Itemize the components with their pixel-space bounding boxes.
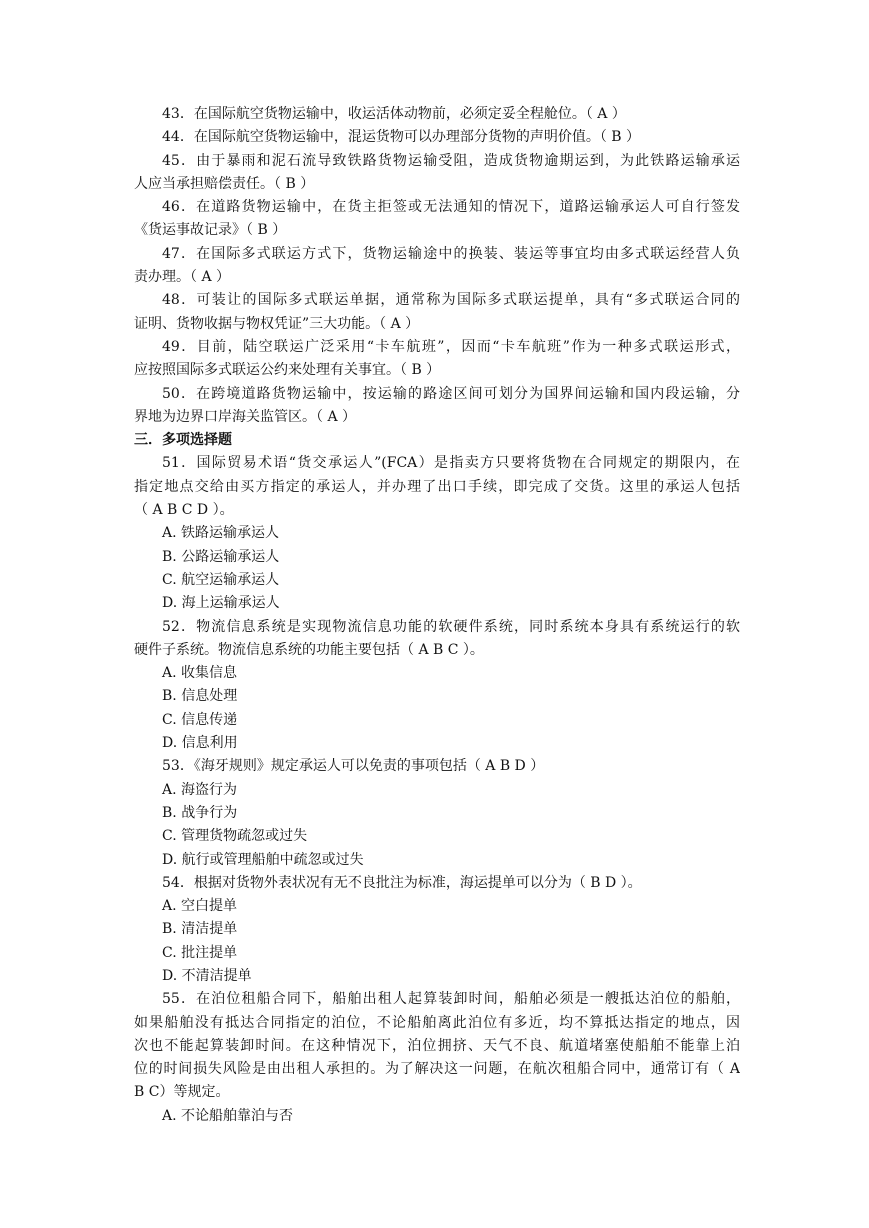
question-50-line-2: 界地为边界口岸海关监管区。（ A ） xyxy=(134,408,357,425)
question-51-line-3: （ A B C D ）。 xyxy=(134,502,234,519)
question-52-option-b: B. 信息处理 xyxy=(162,688,238,705)
question-54-option-c: C. 批注提单 xyxy=(162,944,238,961)
question-53-option-c: C. 管理货物疏忽或过失 xyxy=(162,828,308,845)
question-50-line-1: 50．在跨境道路货物运输中，按运输的路途区间可划分为国界间运输和国内段运输，分 xyxy=(162,385,740,402)
question-54-option-b: B. 清洁提单 xyxy=(162,921,238,938)
question-55-line-1: 55．在泊位租船合同下，船舶出租人起算装卸时间，船舶必须是一艘抵达泊位的船舶， xyxy=(162,991,740,1008)
question-48-line-2: 证明、货物收据与物权凭证”三大功能。（ A ） xyxy=(134,315,420,332)
question-53-option-b: B. 战争行为 xyxy=(162,804,238,821)
question-52-option-c: C. 信息传递 xyxy=(162,711,238,728)
question-51-line-2: 指定地点交给由买方指定的承运人，并办理了出口手续，即完成了交货。这里的承运人包括 xyxy=(134,478,740,495)
question-48-line-1: 48．可装让的国际多式联运单据，通常称为国际多式联运提单，具有“多式联运合同的 xyxy=(162,292,740,309)
question-55-line-2: 如果船舶没有抵达合同指定的泊位，不论船舶离此泊位有多近，均不算抵达指定的地点，因 xyxy=(134,1014,740,1031)
question-53-option-a: A. 海盗行为 xyxy=(162,781,238,798)
question-43-line-1: 43．在国际航空货物运输中，收运活体动物前，必须定妥全程舱位。（ A ） xyxy=(162,106,626,122)
document-body xyxy=(134,103,740,1128)
question-52-option-d: D. 信息利用 xyxy=(162,735,238,752)
question-46-line-1: 46．在道路货物运输中，在货主拒签或无法通知的情况下，道路运输承运人可自行签发 xyxy=(162,199,740,216)
question-55-line-5: B C）等规定。 xyxy=(134,1084,230,1101)
question-51-option-a: A. 铁路运输承运人 xyxy=(162,525,280,542)
question-51-option-d: D. 海上运输承运人 xyxy=(162,595,280,612)
question-46-line-2: 《货运事故记录》（ B ） xyxy=(134,222,287,239)
question-45-line-2: 人应当承担赔偿责任。（ B ） xyxy=(134,175,315,192)
question-45-line-1: 45．由于暴雨和泥石流导致铁路货物运输受阻，造成货物逾期运到，为此铁路运输承运 xyxy=(162,152,740,169)
question-52-line-1: 52．物流信息系统是实现物流信息功能的软硬件系统，同时系统本身具有系统运行的软 xyxy=(162,618,740,635)
section-heading-multiple-choice: 三．多项选择题 xyxy=(134,432,232,449)
question-49-line-1: 49．目前，陆空联运广泛采用“卡车航班”，因而“卡车航班”作为一种多式联运形式， xyxy=(162,338,740,355)
question-54-option-d: D. 不清洁提单 xyxy=(162,967,252,984)
question-53-option-d: D. 航行或管理船舶中疏忽或过失 xyxy=(162,851,364,868)
question-54-option-a: A. 空白提单 xyxy=(162,898,238,915)
question-51-option-c: C. 航空运输承运人 xyxy=(162,571,280,588)
question-54-line-1: 54．根据对货物外表状况有无不良批注为标准，海运提单可以分为（ B D ）。 xyxy=(162,874,642,891)
question-55-line-3: 次也不能起算装卸时间。在这种情况下，泊位拥挤、天气不良、航道堵塞使船舶不能靠上泊 xyxy=(134,1037,740,1054)
question-47-line-1: 47．在国际多式联运方式下，货物运输途中的换装、装运等事宜均由多式联运经营人负 xyxy=(162,245,740,262)
question-55-option-a: A. 不论船舶靠泊与否 xyxy=(162,1107,294,1124)
question-53-line-1: 53．《海牙规则》规定承运人可以免责的事项包括（ A B D ） xyxy=(162,758,545,775)
question-55-line-4: 位的时间损失风险是由出租人承担的。为了解决这一问题，在航次租船合同中，通常订有（ A xyxy=(134,1061,740,1078)
question-51-option-b: B. 公路运输承运人 xyxy=(162,548,280,565)
question-52-option-a: A. 收集信息 xyxy=(162,665,238,682)
question-44-line-1: 44．在国际航空货物运输中，混运货物可以办理部分货物的声明价值。（ B ） xyxy=(162,129,641,146)
question-49-line-2: 应按照国际多式联运公约来处理有关事宜。（ B ） xyxy=(134,362,441,379)
question-47-line-2: 责办理。（ A ） xyxy=(134,269,231,286)
question-52-line-2: 硬件子系统。物流信息系统的功能主要包括（ A B C ）。 xyxy=(134,641,484,658)
question-51-line-1: 51．国际贸易术语“货交承运人”(FCA）是指卖方只要将货物在合同规定的期限内，在 xyxy=(162,455,740,472)
